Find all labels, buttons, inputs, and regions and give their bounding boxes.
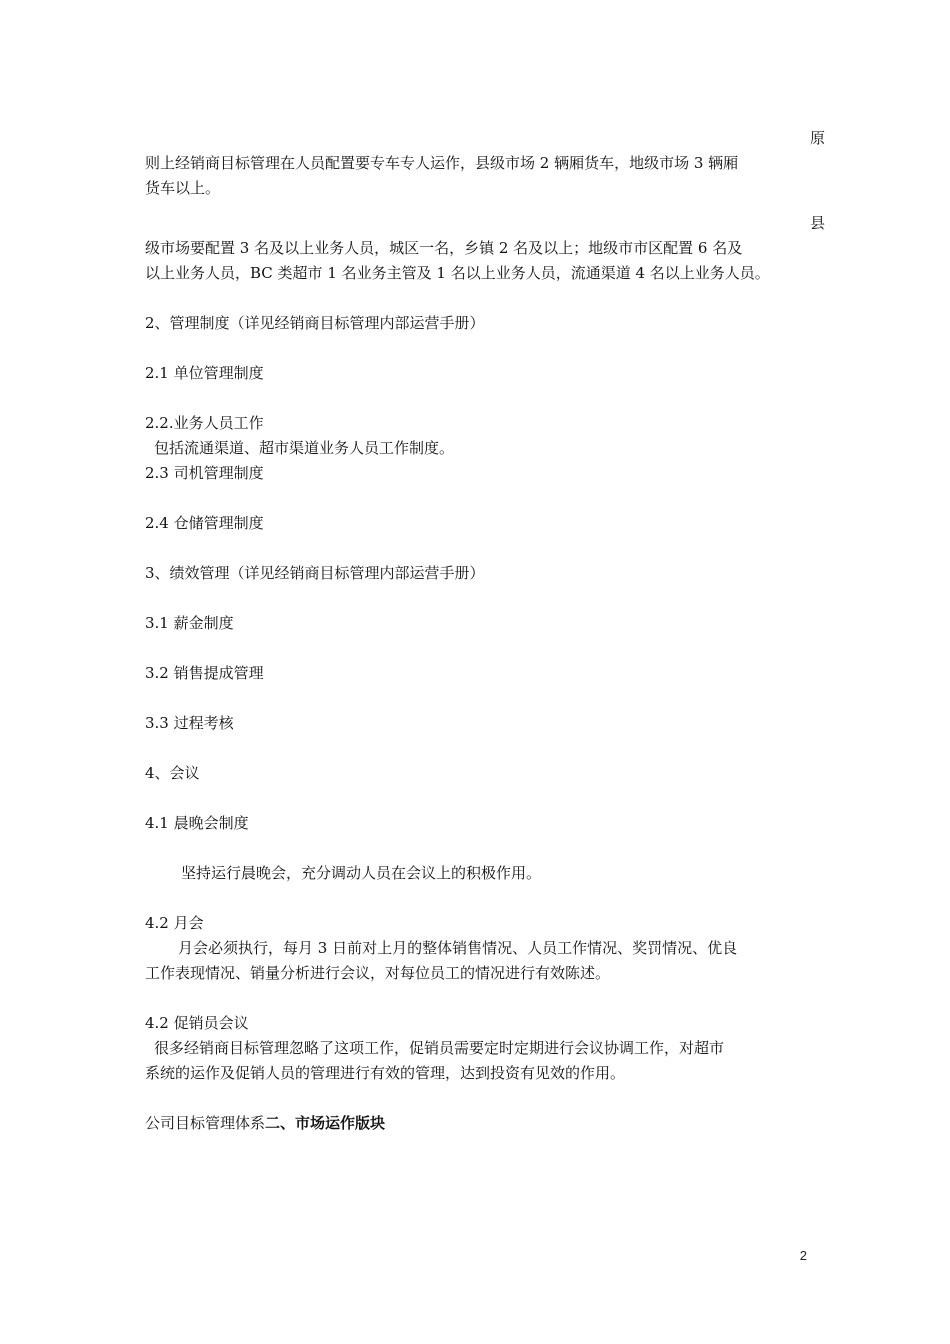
subsection-heading: 4.1 晨晚会制度 bbox=[145, 814, 249, 832]
footer-heading-prefix: 公司目标管理体系 bbox=[145, 1114, 266, 1132]
paragraph-line: 工作表现情况、销量分析进行会议，对每位员工的情况进行有效陈述。 bbox=[145, 964, 611, 982]
subsection-heading: 2.4 仓储管理制度 bbox=[145, 514, 264, 532]
section-heading: 2、管理制度（详见经销商目标管理内部运营手册） bbox=[145, 314, 485, 332]
subsection-description: 包括流通渠道、超市渠道业务人员工作制度。 bbox=[154, 439, 455, 457]
paragraph-line: 级市场要配置 3 名及以上业务人员，城区一名，乡镇 2 名及以上；地级市市区配置 6 名及 bbox=[145, 239, 743, 257]
paragraph-lead-char: 县 bbox=[809, 214, 825, 232]
section-heading: 3、绩效管理（详见经销商目标管理内部运营手册） bbox=[145, 564, 485, 582]
subsection-heading: 2.2.业务人员工作 bbox=[145, 414, 264, 432]
subsection-heading: 4.2 促销员会议 bbox=[145, 1014, 249, 1032]
paragraph-line: 月会必须执行，每月 3 日前对上月的整体销售情况、人员工作情况、奖罚情况、优良 bbox=[178, 939, 738, 957]
paragraph-line: 很多经销商目标管理忽略了这项工作，促销员需要定时定期进行会议协调工作，对超市 bbox=[154, 1039, 725, 1057]
subsection-description: 坚持运行晨晚会，充分调动人员在会议上的积极作用。 bbox=[181, 864, 542, 882]
paragraph-line: 以上业务人员，BC 类超市 1 名业务主管及 1 名以上业务人员，流通渠道 4 名以上业务人员。 bbox=[145, 264, 770, 282]
subsection-heading: 4.2 月会 bbox=[145, 914, 204, 932]
paragraph-lead-char: 原 bbox=[809, 129, 825, 147]
subsection-heading: 3.2 销售提成管理 bbox=[145, 664, 264, 682]
subsection-heading: 2.1 单位管理制度 bbox=[145, 364, 264, 382]
document-body bbox=[145, 126, 825, 1136]
paragraph-line: 则上经销商目标管理在人员配置要专车专人运作，县级市场 2 辆厢货车，地级市场 3 辆厢 bbox=[145, 154, 739, 172]
subsection-heading: 2.3 司机管理制度 bbox=[145, 464, 264, 482]
paragraph-line: 货车以上。 bbox=[145, 179, 221, 197]
section-heading: 4、会议 bbox=[145, 764, 200, 782]
subsection-heading: 3.3 过程考核 bbox=[145, 714, 234, 732]
paragraph-line: 系统的运作及促销人员的管理进行有效的管理，达到投资有见效的作用。 bbox=[145, 1064, 626, 1082]
subsection-heading: 3.1 薪金制度 bbox=[145, 614, 234, 632]
footer-heading bbox=[145, 1111, 825, 1136]
page-number: 2 bbox=[799, 1248, 807, 1263]
footer-heading-bold: 二、市场运作版块 bbox=[265, 1114, 386, 1132]
